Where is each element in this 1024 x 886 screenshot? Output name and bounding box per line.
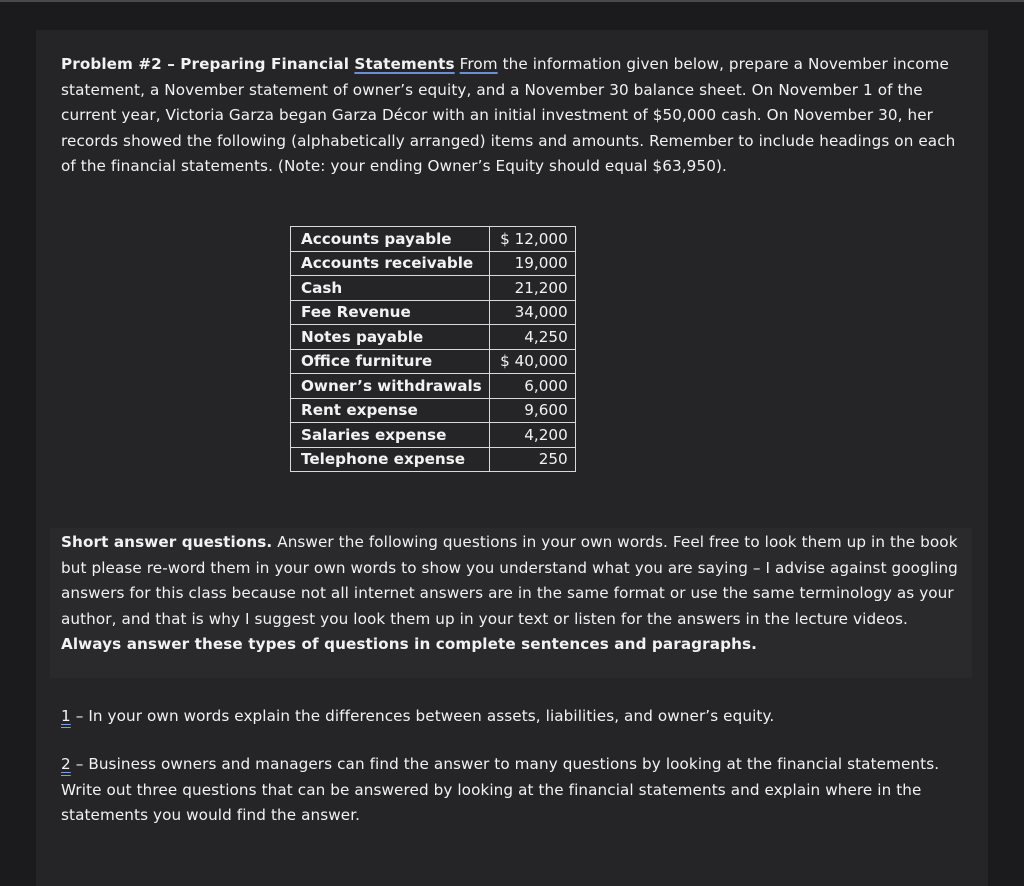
top-border: [0, 0, 1024, 2]
account-amount: $ 12,000: [489, 227, 575, 252]
account-amount: 9,600: [489, 398, 575, 423]
account-amount: 4,200: [489, 423, 575, 448]
question-number: 2: [61, 755, 71, 773]
short-answer-emphasis: Always answer these types of questions in complete sentences and paragraphs.: [61, 635, 757, 654]
problem-paragraph: [61, 52, 973, 180]
account-label: Fee Revenue: [291, 300, 490, 325]
account-label: Notes payable: [291, 325, 490, 350]
account-amount: 4,250: [489, 325, 575, 350]
short-answer-body: Answer the following questions in your own words. Feel free to look them up in the book but please re-word them in your own words to show you understand what you are saying – I advise against googling answers for this class because not all internet answers are in the same format or use the same terminology as your author, and that is why I suggest you look them up in your text or listen for the answers in the lecture videos.: [61, 533, 958, 628]
table-row: [291, 251, 576, 276]
table-row: [291, 300, 576, 325]
short-answer-heading: Short answer questions.: [61, 533, 273, 551]
account-amount: 6,000: [489, 374, 575, 399]
problem-title-underlined-b: From: [459, 55, 498, 73]
account-amount: 250: [489, 447, 575, 472]
question-number: 1: [61, 707, 71, 725]
problem-title-underlined-a: Statements: [354, 55, 455, 73]
table-row: [291, 423, 576, 448]
account-amount: 19,000: [489, 251, 575, 276]
table-row: [291, 398, 576, 423]
table-row: [291, 325, 576, 350]
question-text: – In your own words explain the differences between assets, liabilities, and owner’s equity.: [70, 707, 775, 725]
account-label: Telephone expense: [291, 447, 490, 472]
question-2: [61, 752, 961, 829]
table-row: [291, 276, 576, 301]
question-text: – Business owners and managers can find the answer to many questions by looking at the financial statements. Write out three questions that can be answered by looking at the financial statements and explain where in the statements you would find the answer.: [61, 755, 940, 825]
account-label: Cash: [291, 276, 490, 301]
table-row: [291, 374, 576, 399]
account-label: Accounts receivable: [291, 251, 490, 276]
short-answer-paragraph: [61, 530, 973, 658]
table-row: [291, 227, 576, 252]
account-label: Owner’s withdrawals: [291, 374, 490, 399]
account-amount: 21,200: [489, 276, 575, 301]
account-label: Rent expense: [291, 398, 490, 423]
account-label: Office furniture: [291, 349, 490, 374]
problem-body: the information given below, prepare a November income statement, a November statement of owner’s equity, and a November 30 balance sheet. On November 1 of the current year, Victoria Garza began Garza Décor with an initial investment of $50,000 cash. On November 30, her records showed the following (alphabetically arranged) items and amounts. Remember to include headings on each of the financial statements. (Note: your ending Owner’s Equity should equal $63,950).: [61, 55, 956, 176]
question-1: [61, 704, 973, 730]
account-amount: $ 40,000: [489, 349, 575, 374]
table-row: [291, 447, 576, 472]
account-label: Salaries expense: [291, 423, 490, 448]
accounts-table: [290, 226, 576, 472]
account-label: Accounts payable: [291, 227, 490, 252]
table-row: [291, 349, 576, 374]
problem-title-prefix: Problem #2 – Preparing Financial: [61, 55, 355, 73]
account-amount: 34,000: [489, 300, 575, 325]
